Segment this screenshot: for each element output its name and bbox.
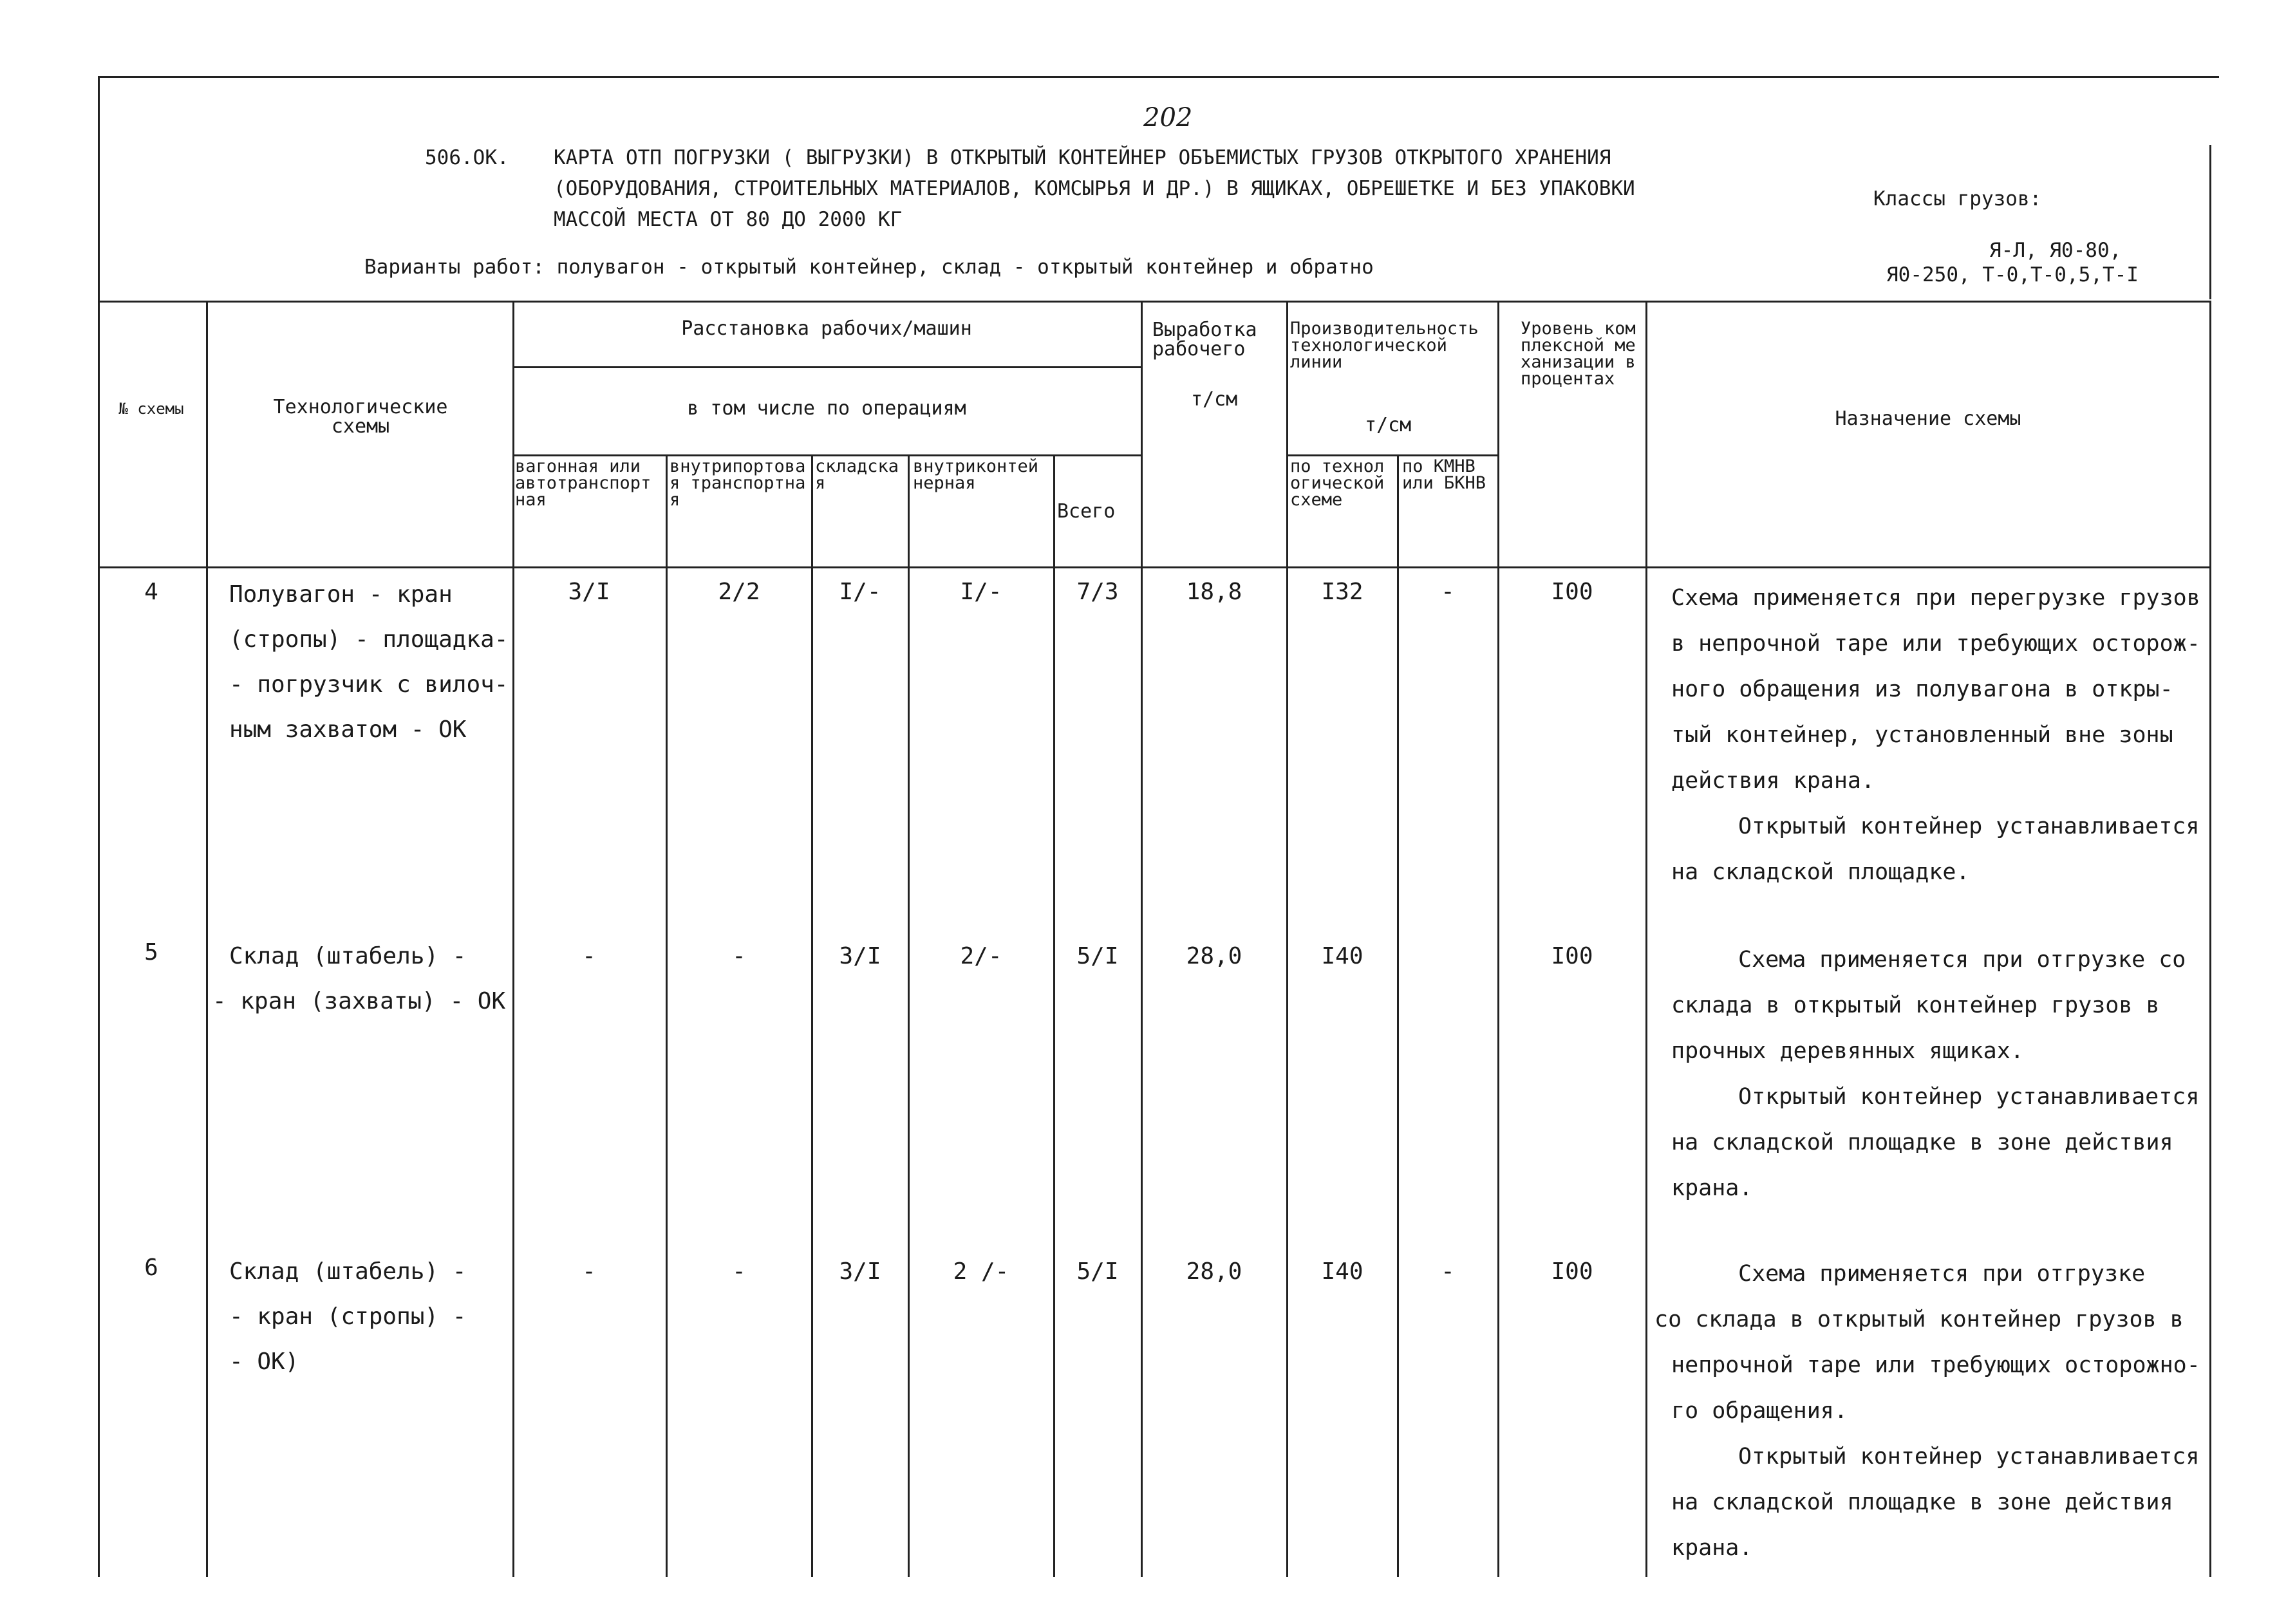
row-tech-line: Склад (штабель) - — [229, 1258, 467, 1285]
header-productivity: Производительность технологической линии — [1290, 319, 1479, 372]
row-tech-line: - погрузчик с вилоч- — [229, 671, 509, 698]
row-purpose-line: Схема применяется при отгрузке со — [1738, 947, 2186, 973]
work-variants: Варианты работ: полувагон - открытый контейнер, склад - открытый контейнер и обратно — [364, 256, 1374, 279]
row-warehouse: 3/I — [839, 943, 881, 969]
row-warehouse: I/- — [839, 579, 881, 605]
col-line-6 — [1053, 454, 1055, 1577]
row-tech-line: - кран (стропы) - — [229, 1303, 467, 1330]
row-purpose-line: непрочной таре или требующих осторожно- — [1671, 1352, 2200, 1378]
classes-line-2: Я0-250, Т-0,Т-0,5,Т-I — [1886, 263, 2139, 286]
col-line-7 — [1141, 301, 1143, 1577]
row-tech-line: Склад (штабель) - — [229, 943, 467, 969]
row-purpose-line: крана. — [1671, 1175, 1753, 1201]
row-purpose-line: в непрочной таре или требующих осторож- — [1671, 631, 2200, 657]
row-purpose-line: крана. — [1671, 1535, 1753, 1561]
header-internal-transport: внутрипортовая транспортная — [670, 456, 806, 510]
row-purpose-line: на складской площадке. — [1671, 859, 1970, 885]
placement-divider — [512, 366, 1141, 368]
header-placement: Расстановка рабочих/машин — [681, 317, 972, 340]
row-purpose-line: ного обращения из полувагона в откры- — [1671, 677, 2173, 702]
row-wagon: 3/I — [568, 579, 610, 605]
top-border — [98, 76, 2219, 78]
row-num: 5 — [144, 939, 158, 966]
row-prod-scheme: I32 — [1321, 579, 1363, 605]
row-purpose-line: го обращения. — [1671, 1398, 1848, 1424]
row-mechanization: I00 — [1551, 579, 1593, 605]
col-line-12 — [2209, 301, 2211, 1577]
row-purpose-line: Схема применяется при перегрузке грузов — [1671, 585, 2200, 611]
header-output-unit: т/см — [1191, 388, 1238, 411]
header-purpose: Назначение схемы — [1835, 407, 2021, 430]
col-line-11 — [1645, 301, 1647, 1577]
row-internal: 2/2 — [718, 579, 760, 605]
header-productivity-unit: т/см — [1365, 414, 1412, 436]
row-output: 28,0 — [1186, 1258, 1242, 1285]
row-purpose-line: склада в открытый контейнер грузов в — [1671, 993, 2160, 1018]
row-purpose-line: Схема применяется при отгрузке — [1738, 1261, 2146, 1287]
title-code: 506.ОК. — [425, 146, 509, 169]
row-container: I/- — [960, 579, 1002, 605]
variants-divider — [98, 301, 2211, 303]
classes-label: Классы грузов: — [1873, 187, 2042, 210]
col-line-1 — [206, 301, 208, 1577]
header-total: Всего — [1057, 500, 1116, 523]
col-line-8 — [1286, 301, 1288, 1577]
header-output: Выработка рабочего — [1152, 319, 1257, 360]
row-purpose-line: тый контейнер, установленный вне зоны — [1671, 722, 2173, 748]
header-by-ops: в том числе по операциям — [687, 397, 966, 420]
header-warehouse: складская — [815, 456, 899, 493]
row-purpose-line: со склада в открытый контейнер грузов в — [1654, 1307, 2184, 1332]
row-tech-line: - кран (захваты) - ОК — [212, 988, 506, 1014]
col-line-5 — [908, 454, 910, 1577]
col-line-2 — [512, 301, 514, 1577]
row-mechanization: I00 — [1551, 1258, 1593, 1285]
row-tech-line: Полувагон - кран — [229, 581, 453, 608]
title-line-1: КАРТА ОТП ПОГРУЗКИ ( ВЫГРУЗКИ) В ОТКРЫТЫЙ КОНТЕЙНЕР ОБЪЕМИСТЫХ ГРУЗОВ ОТКРЫТОГО ХРАНЕНИЯ — [554, 146, 1611, 169]
header-wagon: вагонная или автотранспортная — [515, 456, 651, 510]
col-line-9 — [1397, 454, 1399, 1577]
row-total: 5/I — [1076, 1258, 1119, 1285]
row-prod-kmnv: - — [1441, 1258, 1455, 1285]
row-total: 7/3 — [1076, 579, 1119, 605]
row-purpose-line: на складской площадке в зоне действия — [1671, 1489, 2173, 1515]
row-wagon: - — [582, 1258, 596, 1285]
col-line-10 — [1497, 301, 1499, 1577]
header-num: № схемы — [118, 400, 184, 418]
row-purpose-line: на складской площадке в зоне действия — [1671, 1130, 2173, 1155]
row-purpose-line: Открытый контейнер устанавливается — [1738, 1084, 2200, 1110]
row-num: 6 — [144, 1255, 158, 1281]
row-warehouse: 3/I — [839, 1258, 881, 1285]
row-purpose-line: действия крана. — [1671, 768, 1875, 794]
row-prod-kmnv: - — [1441, 579, 1455, 605]
col-line-4 — [811, 454, 813, 1577]
header-bottom-border — [98, 566, 2211, 568]
row-mechanization: I00 — [1551, 943, 1593, 969]
row-purpose-line: прочных деревянных ящиках. — [1671, 1038, 2024, 1064]
row-prod-scheme: I40 — [1321, 943, 1363, 969]
header-tech: Технологические схемы — [273, 396, 448, 438]
col-line-3 — [666, 454, 668, 1577]
row-container: 2/- — [960, 943, 1002, 969]
header-by-kmnv: по КМНВ или БКНВ — [1402, 456, 1486, 493]
row-num: 4 — [144, 579, 158, 605]
row-output: 28,0 — [1186, 943, 1242, 969]
row-tech-line: - ОК) — [229, 1349, 299, 1375]
classes-line-1: Я-Л, Я0-80, — [1989, 239, 2122, 262]
title-line-2: (ОБОРУДОВАНИЯ, СТРОИТЕЛЬНЫХ МАТЕРИАЛОВ, КОМСЫРЬЯ И ДР.) В ЯЩИКАХ, ОБРЕШЕТКЕ И БЕЗ УПАКОВКИ — [554, 177, 1635, 200]
row-purpose-line: Открытый контейнер устанавливается — [1738, 814, 2200, 839]
header-by-scheme: по технологической схеме — [1290, 456, 1385, 510]
row-container: 2 /- — [953, 1258, 1009, 1285]
row-internal: - — [732, 1258, 746, 1285]
row-purpose-line: Открытый контейнер устанавливается — [1738, 1444, 2200, 1470]
row-total: 5/I — [1076, 943, 1119, 969]
row-prod-scheme: I40 — [1321, 1258, 1363, 1285]
header-mechanization: Уровень комплексной механизации в процентах — [1521, 319, 1636, 389]
right-border-upper — [2209, 145, 2211, 299]
title-line-3: МАССОЙ МЕСТА ОТ 80 ДО 2000 КГ — [554, 208, 903, 231]
row-tech-line: (стропы) - площадка- — [229, 626, 509, 653]
page-number: 202 — [1143, 103, 1193, 133]
row-output: 18,8 — [1186, 579, 1242, 605]
row-wagon: - — [582, 943, 596, 969]
row-tech-line: ным захватом - ОК — [229, 716, 467, 743]
row-internal: - — [732, 943, 746, 969]
header-container: внутриконтейнерная — [913, 456, 1039, 493]
